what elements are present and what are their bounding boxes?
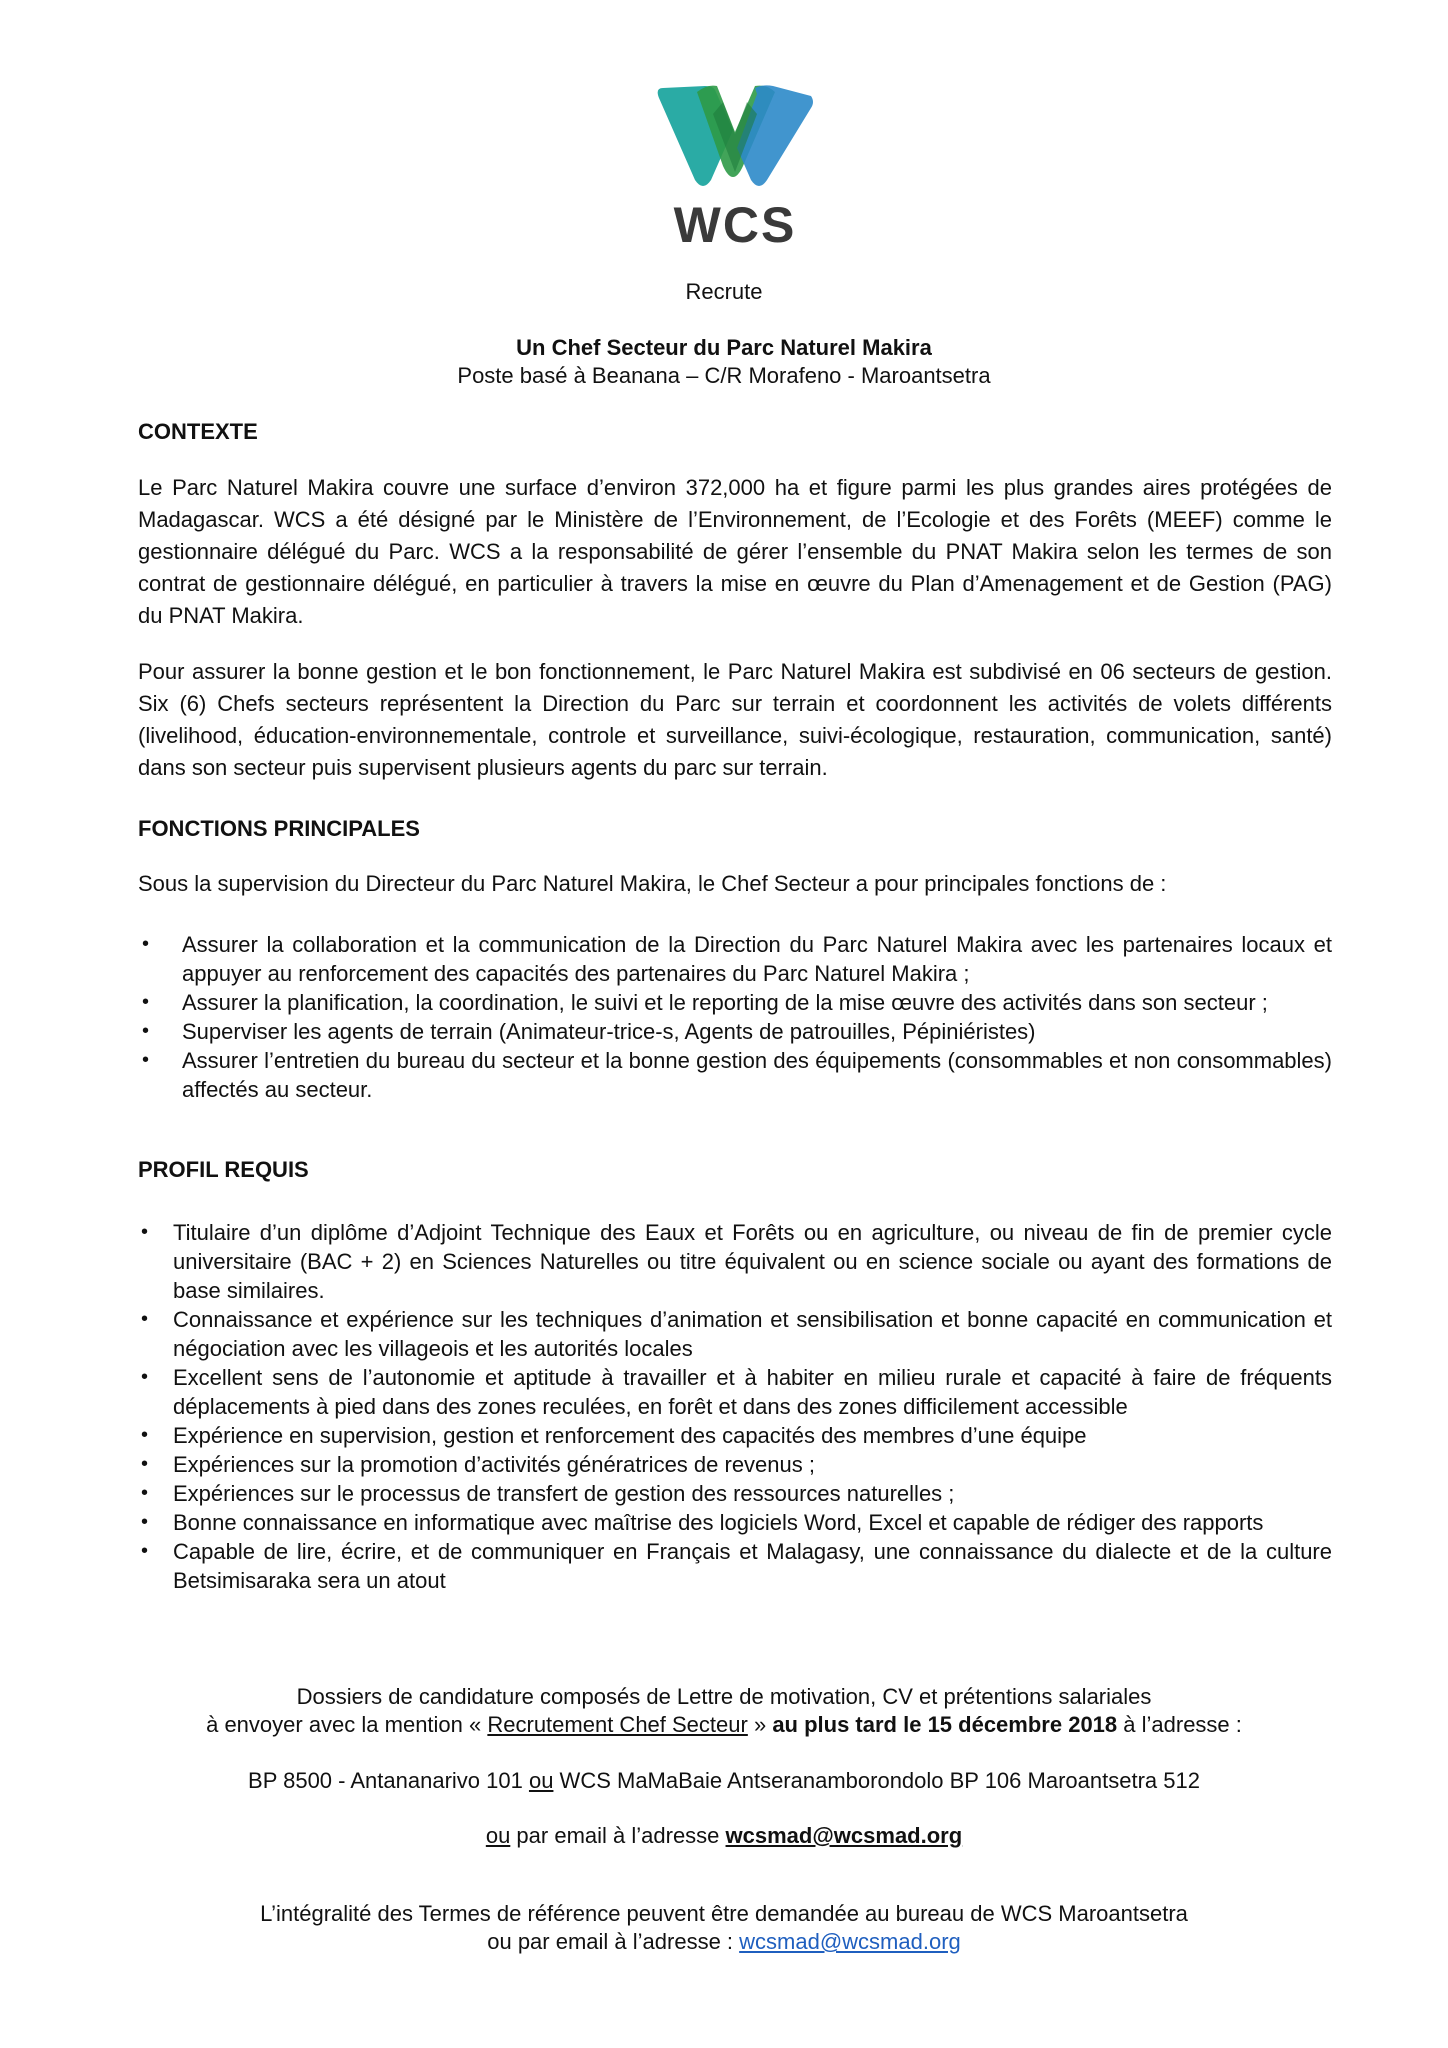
section-heading-fonctions: FONCTIONS PRINCIPALES	[138, 816, 420, 841]
bullet-icon: •	[142, 1020, 150, 1042]
list-item: • Titulaire d’un diplôme d’Adjoint Technique des Eaux et Forêts ou en agriculture, ou niveau de fin de premier cycle universitaire (BAC + 2) en Sciences Naturelles ou titre équivalent ou en science sociale ou ayant des formations de base similaires.	[141, 1220, 1332, 1303]
job-location: Poste basé à Beanana – C/R Morafeno - Maroantsetra	[457, 363, 991, 388]
list-item: • Excellent sens de l’autonomie et aptitude à travailler et à habiter en milieu rurale et capacité à faire de fréquents déplacements à pied dans des zones reculées, en forêt et dans des zones difficilement accessible	[141, 1365, 1332, 1419]
email-link[interactable]: wcsmad@wcsmad.org	[725, 1823, 963, 1848]
list-item: • Superviser les agents de terrain (Animateur-trice-s, Agents de patrouilles, Pépiniéristes)	[142, 1019, 1036, 1044]
bullet-icon: •	[141, 1366, 149, 1388]
profil-list	[141, 1218, 1332, 1595]
list-item: • Assurer la collaboration et la communication de la Direction du Parc Naturel Makira avec les partenaires locaux et appuyer au renforcement des capacités des partenaires du Parc Naturel Makira ;	[142, 932, 1332, 986]
wcs-logo	[655, 84, 815, 253]
deadline-text: au plus tard le 15 décembre 2018	[772, 1712, 1118, 1737]
mention-text: Recrutement Chef Secteur	[487, 1712, 748, 1737]
bullet-icon: •	[141, 1424, 149, 1446]
wcs-logo-mark-icon	[655, 84, 815, 194]
fonctions-list	[142, 930, 1332, 1104]
section-heading-profil: PROFIL REQUIS	[138, 1157, 309, 1182]
tdr-line-1: L’intégralité des Termes de référence peuvent être demandée au bureau de WCS Maroantsetra	[260, 1901, 1188, 1926]
bullet-icon: •	[142, 933, 150, 955]
list-item: • Bonne connaissance en informatique avec maîtrise des logiciels Word, Excel et capable de rédiger des rapports	[141, 1510, 1264, 1535]
bullet-icon: •	[141, 1453, 149, 1475]
dossiers-line: Dossiers de candidature composés de Lettre de motivation, CV et prétentions salariales	[296, 1684, 1152, 1709]
list-item: • Assurer l’entretien du bureau du secteur et la bonne gestion des équipements (consommables et non consommables) affectés au secteur.	[142, 1048, 1332, 1102]
bullet-icon: •	[141, 1308, 149, 1330]
list-item: • Assurer la planification, la coordination, le suivi et le reporting de la mise œuvre des activités dans son secteur ;	[142, 990, 1268, 1015]
recrute-label: Recrute	[685, 279, 763, 304]
bullet-icon: •	[142, 991, 150, 1013]
list-item: • Capable de lire, écrire, et de communiquer en Français et Malagasy, une connaissance du dialecte et de la culture Betsimisaraka sera un atout	[141, 1539, 1332, 1593]
fonctions-intro: Sous la supervision du Directeur du Parc Naturel Makira, le Chef Secteur a pour principales fonctions de :	[138, 871, 1167, 896]
contexte-paragraph-2: Pour assurer la bonne gestion et le bon fonctionnement, le Parc Naturel Makira est subdivisé en 06 secteurs de gestion. Six (6) Chefs secteurs représentent la Direction du Parc sur terrain et coordonnent les activités de volets différents (livelihood, éducation-environnementale, controle et surveillance, suivi-écologique, restauration, communication, santé) dans son secteur puis supervisent plusieurs agents du parc sur terrain.	[138, 659, 1332, 780]
contexte-paragraph-1: Le Parc Naturel Makira couvre une surface d’environ 372,000 ha et figure parmi les plus grandes aires protégées de Madagascar. WCS a été désigné par le Ministère de l’Environnement, de l’Ecologie et des Forêts (MEEF) comme le gestionnaire délégué du Parc. WCS a la responsabilité de gérer l’ensemble du PNAT Makira selon les termes de son contrat de gestionnaire délégué, en particulier à travers la mise en œuvre du Plan d’Amenagement et de Gestion (PAG) du PNAT Makira.	[138, 475, 1332, 628]
bullet-icon: •	[141, 1540, 149, 1562]
bullet-icon: •	[141, 1482, 149, 1504]
list-item: • Expérience en supervision, gestion et renforcement des capacités des membres d’une équipe	[141, 1423, 1087, 1448]
postal-address-line: BP 8500 - Antananarivo 101 ou WCS MaMaBaie Antseranamborondolo BP 106 Maroantsetra 512	[248, 1768, 1200, 1793]
list-item: • Connaissance et expérience sur les techniques d’animation et sensibilisation et bonne capacité en communication et négociation avec les villageois et les autorités locales	[141, 1307, 1332, 1361]
list-item: • Expériences sur le processus de transfert de gestion des ressources naturelles ;	[141, 1481, 955, 1506]
bullet-icon: •	[141, 1511, 149, 1533]
email-line: ou par email à l’adresse wcsmad@wcsmad.org	[485, 1823, 963, 1848]
section-heading-contexte: CONTEXTE	[138, 419, 258, 444]
job-title: Un Chef Secteur du Parc Naturel Makira	[516, 335, 932, 360]
mention-line: à envoyer avec la mention « Recrutement Chef Secteur » au plus tard le 15 décembre 2018 à l’adresse :	[206, 1712, 1242, 1737]
tdr-line-2: ou par email à l’adresse : wcsmad@wcsmad.org	[487, 1929, 961, 1954]
logo-wordmark: WCS	[673, 197, 797, 253]
bullet-icon: •	[142, 1049, 150, 1071]
bullet-icon: •	[141, 1221, 149, 1243]
tdr-email-link[interactable]: wcsmad@wcsmad.org	[739, 1929, 961, 1954]
list-item: • Expériences sur la promotion d’activités génératrices de revenus ;	[141, 1452, 815, 1477]
